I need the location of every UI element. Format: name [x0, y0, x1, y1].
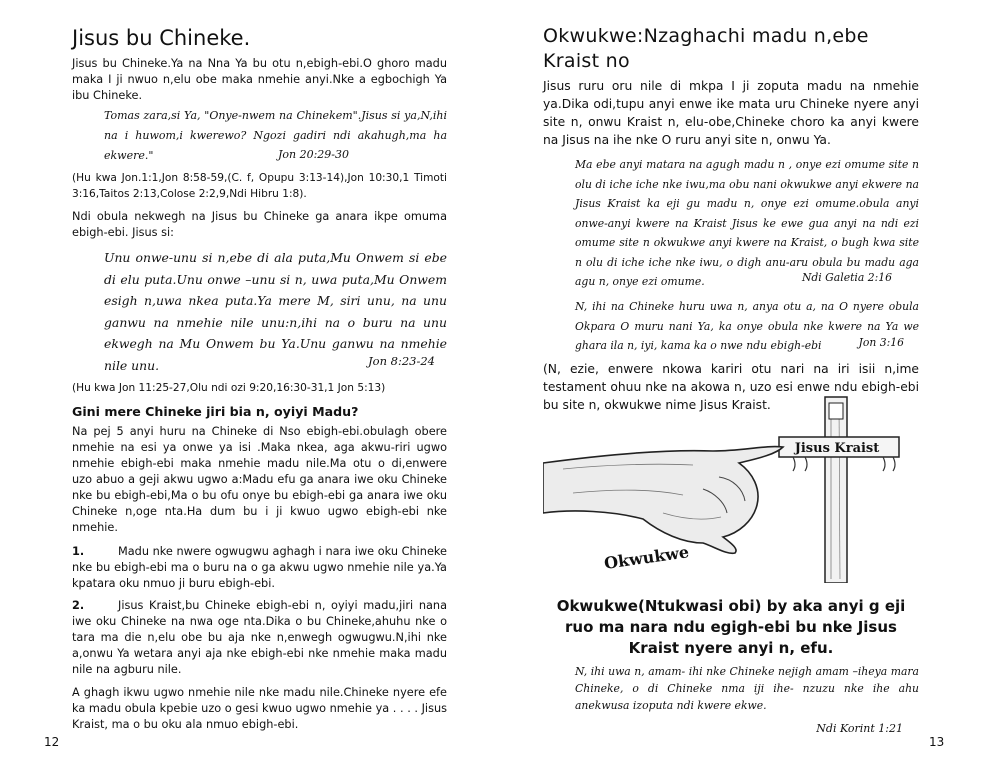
references-1: (Hu kwa Jon.1:1,Jon 8:58-59,(C. f, Opupu 3:13-14),Jon 10:30,1 Timoti 3:16,Taitos 2:13,Colose 2:2,9,Ndi Hibru 1:8).	[72, 172, 447, 200]
hand-icon	[543, 447, 783, 554]
list-item-1-text: Madu nke nwere ogwugwu aghagh i nara iwe oku Chineke nke bu ebigh-ebi ma o buru na o ga akwu ugwo nmehie nile ya.Ya kpatara oku nmuo ji buru ebigh-ebi.	[72, 545, 447, 590]
quote-thomas-ref: Jon 20:29-30	[277, 148, 349, 161]
quote-korint: N, ihi uwa n, amam- ihi nke Chineke nejigh amam –iheya mara Chineke, o di Chineke nma iji ihe- nzuzu nke ihe ahu anekwusa izoputa ndi kwere ekwe.	[575, 665, 919, 712]
list-item-1	[72, 544, 447, 592]
quote-jon-8: Unu onwe-unu si n,ebe di ala puta,Mu Onwem si ebe di elu puta.Unu onwe –unu si n, uwa puta,Mu Onwem esigh n,uwa nkea puta.Ya mere M, siri unu, na unu ganwu na nmehie nile unu:n,ihi na o buru na unu ekwegh na Mu Onwem bu Ya.Unu ganwu na nmehie nile unu.	[104, 250, 447, 373]
list-item-2-text: Jisus Kraist,bu Chineke ebigh-ebi n, oyiyi madu,jiri nana iwe oku Chineke na nwa oge nta.Dika o bu Chineke,ahuhu nke o tara ma die n,elu obe bu aja nke n,enwegh ogwugwu.N,ihi nke a,onwu Ya wetara anyi aja nke ebigh-ebi nke nmehie maka madu nile na agburu nile.	[72, 599, 447, 676]
intro-paragraph: Jisus bu Chineke.Ya na Nna Ya bu otu n,ebigh-ebi.O ghoro madu maka I ji nwuo n,elu obe maka nmehie anyi.Nke a egbochigh Ya ibu Chineke.	[72, 57, 447, 102]
quote-jon-8-ref: Jon 8:23-24	[368, 354, 435, 368]
cross-top-sign	[829, 403, 843, 419]
page-number-left: 12	[44, 735, 60, 749]
page-title-left: Jisus bu Chineke.	[72, 26, 251, 50]
list-item-1-number: 1.	[72, 545, 85, 558]
cross-vertical-beam	[825, 397, 847, 583]
page-number-right: 13	[929, 735, 945, 749]
paragraph-2: Ndi obula nekwegh na Jisus bu Chineke ga anara ikpe omuma ebigh-ebi. Jisus si:	[72, 210, 447, 239]
paragraph-3: Na pej 5 anyi huru na Chineke di Nso ebigh-ebi.obulagh obere nmehie na esi ya onwe ya isi .Maka nkea, aga akwu-riri ugwo nmehie ebigh-ebi maka nmehie madu nile.Ma otu o di,enwere uzo abuo a geji akwu ugwo a:Madu efu ga anara iwe oku Chineke nke bu ebigh-ebi,Ma o bu ofu onye bu ebigh-ebi ga anara iwe oku Chineke n,oge nta.Ha dum bu i ji kwuo ugwo ebigh-ebi nke nmehie.	[72, 425, 447, 534]
paragraph-right-1: Jisus ruru oru nile di mkpa I ji zoputa madu na nmehie ya.Dika odi,tupu anyi enwe ike mata uru Chineke nyere anyi site n, onwu Kraist n, elu-obe,Chineke choro ka anyi kwere na Jisus na ihe nke O ruru anyi site n, onwu Ya.	[543, 79, 919, 147]
quote-galetia: Ma ebe anyi matara na agugh madu n , onye ezi omume site n olu di iche iche nke iwu,ma obu nani okwukwe anyi ekwere na Jisus Kraist ka eji gu madu n, onye ezi omume.obula anyi onwe-anyi kwere na Kraist Jisus ke ewe gua anyi na ndi ezi omume site n okwukwe anyi kwere na Kraist, o bugh kwa site n olu di iche iche nke iwu, o digh anu-aru obula bu madu aga agu n, onye ezi omume.	[575, 158, 919, 288]
quote-jon-3-16-ref: Jon 3:16	[858, 336, 904, 349]
quote-thomas: Tomas zara,si Ya, "Onye-nwem na Chinekem".Jisus si ya,N,ihi na i huwom,i kwerewo? Ngozi gadiri ndi akahugh,ma ha ekwere."	[104, 109, 447, 162]
list-item-2-number: 2.	[72, 599, 85, 612]
cross-sign-label: Jisus Kraist	[794, 441, 880, 456]
subheading-left: Gini mere Chineke jiri bia n, oyiyi Madu?	[72, 404, 359, 419]
paragraph-right-2: (N, ezie, enwere nkowa kariri otu nari na iri isii n,ime testament ohuu nke na akowa n, uzo esi enwe ndu ebigh-ebi bu site n, okwukwe nime Jisus Kraist.	[543, 362, 919, 412]
quote-korint-ref: Ndi Korint 1:21	[816, 722, 903, 735]
heading-faith: Okwukwe(Ntukwasi obi) by aka anyi g eji ruo ma nara ndu egigh-ebi bu nke Jisus Kraist nyere anyi n, efu.	[556, 597, 906, 657]
quote-galetia-ref: Ndi Galetia 2:16	[801, 271, 892, 284]
faith-label: Okwukwe	[602, 542, 691, 573]
paragraph-4: A ghagh ikwu ugwo nmehie nile nke madu nile.Chineke nyere efe ka madu obula kpebie uzo o gesi kwuo ugwo nmehie ya . . . . Jisus Kraist, ma o bu oku ala nmuo ebigh-ebi.	[72, 686, 447, 731]
page-title-right: Okwukwe:Nzaghachi madu n,ebe Kraist no	[543, 25, 869, 72]
quote-jon-3-16: N, ihi na Chineke huru uwa n, anya otu a, na O nyere obula Okpara O muru nani Ya, ka onye obula nke kwere na Ya we ghara ila n, iyi, kama ka o nwe ndu ebigh-ebi	[575, 300, 919, 352]
faith-cross-illustration	[543, 393, 919, 583]
references-2: (Hu kwa Jon 11:25-27,Olu ndi ozi 9:20,16:30-31,1 Jon 5:13)	[72, 382, 386, 394]
list-item-2	[72, 598, 447, 678]
